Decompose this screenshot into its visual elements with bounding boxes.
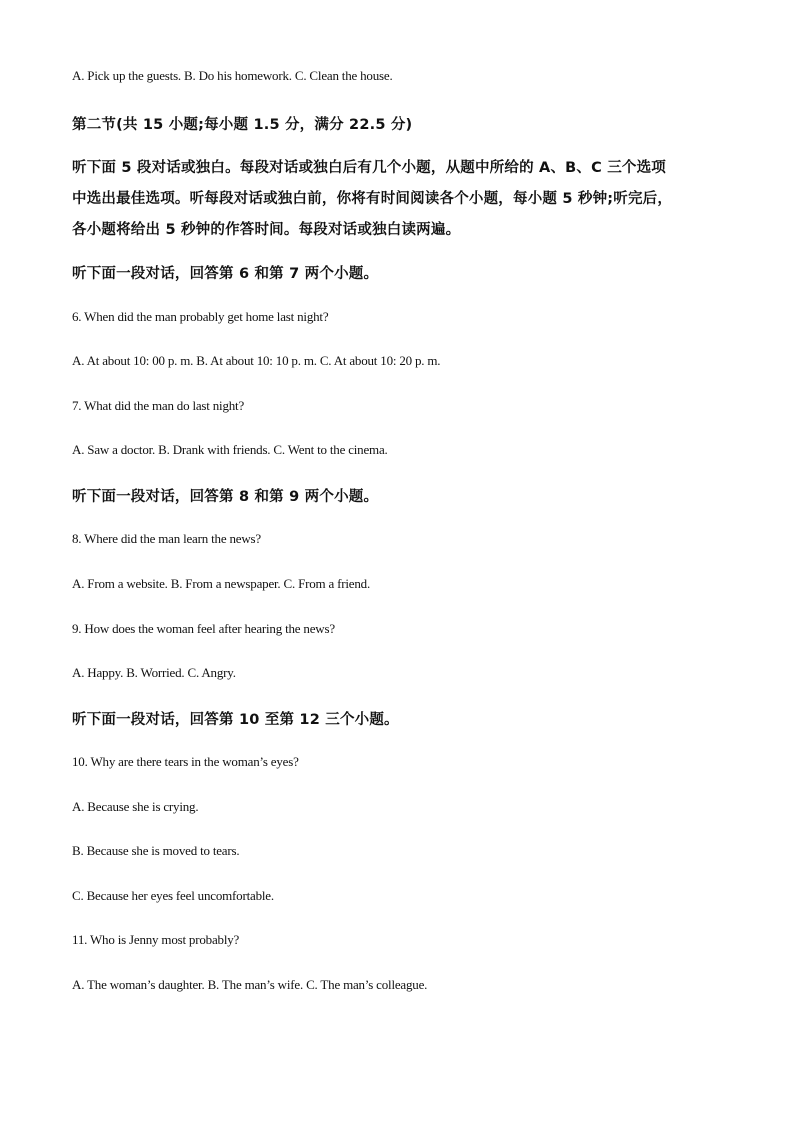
dialogue-8-9-heading: 听下面一段对话，回答第 8 和第 9 两个小题。 [72,489,379,505]
question-9-options: A. Happy. B. Worried. C. Angry. [72,665,236,680]
dialogue-10-12-heading: 听下面一段对话，回答第 10 至第 12 三个小题。 [72,712,399,728]
section-two-heading: 第二节(共 15 小题;每小题 1.5 分，满分 22.5 分) [72,117,413,133]
question-10-option-a: A. Because she is crying. [72,799,199,814]
question-6: 6. When did the man probably get home last night? [72,309,329,324]
question-6-options: A. At about 10: 00 p. m. B. At about 10: 10 p. m. C. At about 10: 20 p. m. [72,353,441,368]
question-9: 9. How does the woman feel after hearing the news? [72,621,335,636]
question-10: 10. Why are there tears in the woman’s eyes? [72,754,299,769]
question-10-option-c: C. Because her eyes feel uncomfortable. [72,888,274,903]
question-8-options: A. From a website. B. From a newspaper. C. From a friend. [72,576,371,591]
question-7: 7. What did the man do last night? [72,398,245,413]
instructions-line-1: 听下面 5 段对话或独白。每段对话或独白后有几个小题，从题中所给的 A、B、C 三个选项 [72,160,666,176]
question-10-option-b: B. Because she is moved to tears. [72,843,240,858]
question-8: 8. Where did the man learn the news? [72,531,261,546]
q5-options: A. Pick up the guests. B. Do his homework. C. Clean the house. [72,68,393,83]
question-11-options: A. The woman’s daughter. B. The man’s wife. C. The man’s colleague. [72,977,428,992]
question-7-options: A. Saw a doctor. B. Drank with friends. C. Went to the cinema. [72,442,388,457]
dialogue-6-7-heading: 听下面一段对话，回答第 6 和第 7 两个小题。 [72,266,379,282]
instructions-line-2: 中选出最佳选项。听每段对话或独白前，你将有时间阅读各个小题，每小题 5 秒钟;听完后， [72,191,673,207]
instructions-line-3: 各小题将给出 5 秒钟的作答时间。每段对话或独白读两遍。 [72,222,461,238]
question-11: 11. Who is Jenny most probably? [72,932,240,947]
